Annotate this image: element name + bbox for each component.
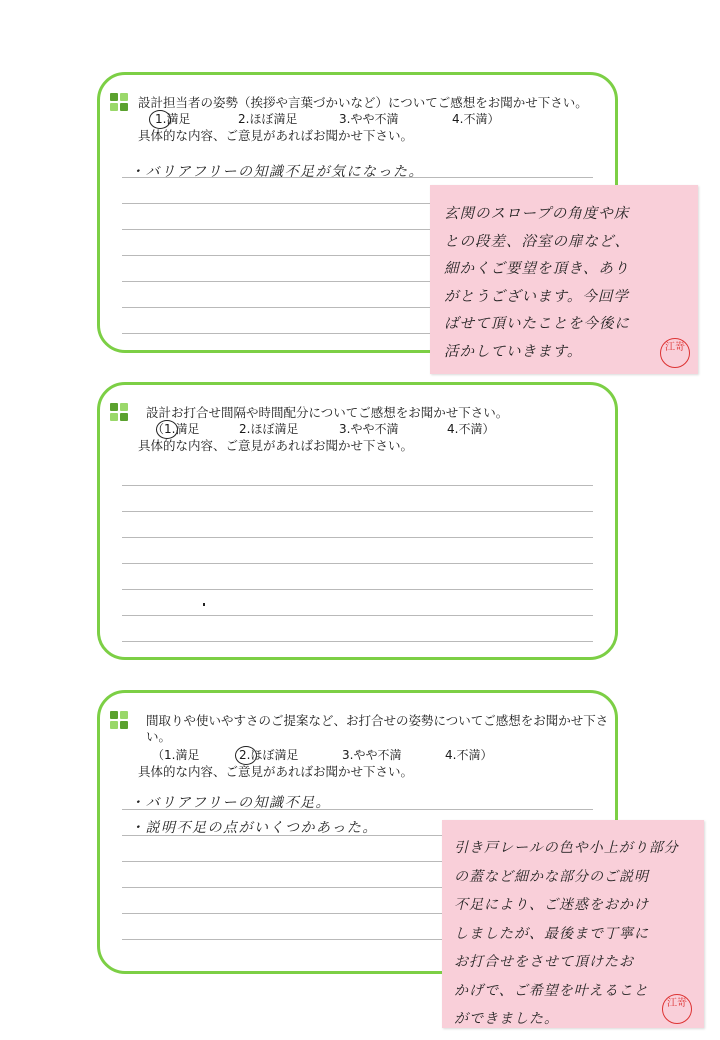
note-line: ができました。 — [454, 1011, 559, 1027]
answer-line — [122, 511, 593, 512]
answer-line — [122, 563, 593, 564]
name-stamp: 江嵜 — [662, 994, 692, 1024]
option-1[interactable]: （1.満足 — [152, 422, 200, 436]
note-line: との段差、浴室の扉など、 — [444, 233, 630, 250]
detail-prompt: 具体的な内容、ご意見があればお聞かせ下さい。 — [138, 764, 414, 779]
option-3[interactable]: 3.やや不満 — [339, 422, 399, 436]
handwritten-comment: ・説明不足の点がいくつかあった。 — [130, 820, 378, 836]
option-1[interactable]: 1.満足 — [155, 112, 191, 126]
selection-circle-icon — [235, 746, 257, 765]
note-line: お打合せをさせて頂けたお — [454, 954, 634, 970]
option-2[interactable]: 2.ほぼ満足 — [239, 422, 299, 436]
selection-circle-icon — [156, 420, 178, 439]
answer-line — [122, 615, 593, 616]
green-squares-icon — [110, 93, 130, 113]
note-line: 不足により、ご迷惑をおかけ — [454, 897, 649, 913]
handwritten-comment: ・バリアフリーの知識不足が気になった。 — [130, 164, 424, 180]
answer-line — [122, 641, 593, 642]
note-line: 細かくご要望を頂き、あり — [444, 261, 630, 277]
reply-sticky-note — [430, 185, 698, 374]
option-4[interactable]: 4.不満） — [447, 422, 495, 436]
note-line: の蓋など細かな部分のご説明 — [454, 868, 649, 885]
note-line: がとうございます。今回学 — [444, 288, 629, 305]
green-squares-icon — [110, 711, 130, 731]
answer-line — [122, 485, 593, 486]
note-line: ばせて頂いたことを今後に — [444, 316, 630, 332]
question-text: 間取りや使いやすさのご提案など、お打合せの姿勢についてご感想をお聞かせ下さい。 — [146, 713, 609, 744]
answer-line — [122, 177, 593, 178]
question-text: 設計担当者の姿勢（挨拶や言葉づかいなど）についてご感想をお聞かせ下さい。 — [138, 95, 588, 110]
option-3[interactable]: 3.やや不満 — [342, 748, 402, 762]
note-line: 活かしていきます。 — [444, 343, 583, 360]
survey-section-2 — [97, 382, 618, 660]
answer-line — [122, 809, 593, 810]
note-line: しましたが、最後まで丁寧に — [454, 925, 649, 942]
option-2[interactable]: 2.ほぼ満足 — [238, 112, 298, 126]
name-stamp: 江嵜 — [660, 338, 690, 368]
detail-prompt: 具体的な内容、ご意見があればお聞かせ下さい。 — [138, 438, 414, 453]
option-4[interactable]: 4.不満） — [452, 112, 500, 126]
green-squares-icon — [110, 403, 130, 423]
detail-prompt: 具体的な内容、ご意見があればお聞かせ下さい。 — [138, 128, 414, 143]
selection-circle-icon — [149, 110, 171, 129]
pen-mark — [203, 603, 205, 606]
option-3[interactable]: 3.やや不満 — [339, 112, 399, 126]
option-2[interactable]: 2.ほぼ満足 — [239, 748, 299, 762]
note-line: かげで、ご希望を叶えること — [454, 982, 649, 999]
answer-line — [122, 589, 593, 590]
option-1[interactable]: （1.満足 — [152, 748, 200, 762]
answer-line — [122, 537, 593, 538]
handwritten-comment: ・バリアフリーの知識不足。 — [130, 795, 331, 811]
reply-sticky-note — [442, 820, 704, 1028]
note-line: 引き戸レールの色や小上がり部分 — [454, 840, 679, 856]
option-4[interactable]: 4.不満） — [445, 748, 493, 762]
note-line: 玄関のスロープの角度や床 — [444, 206, 630, 222]
question-text: 設計お打合せ間隔や時間配分についてご感想をお聞かせ下さい。 — [146, 405, 509, 420]
